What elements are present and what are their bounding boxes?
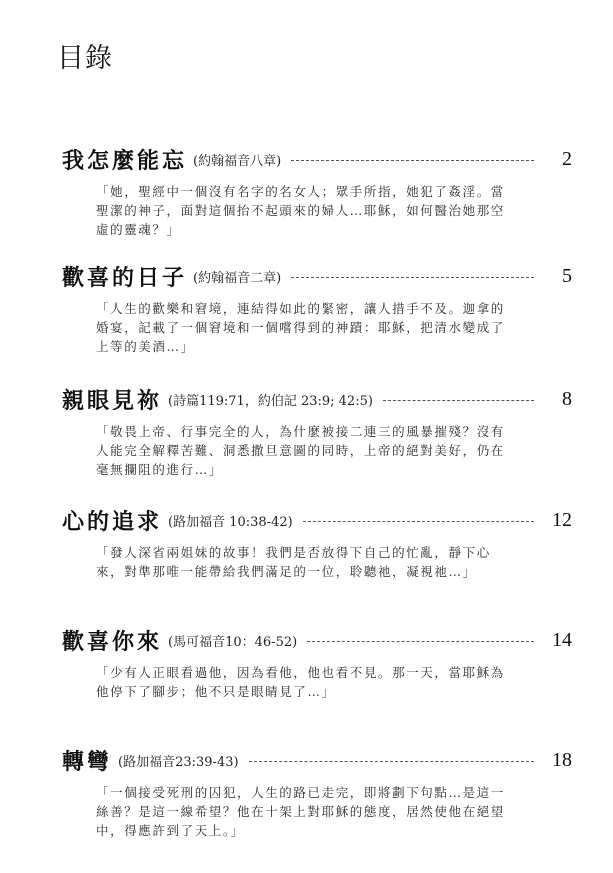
dotted-leader	[307, 641, 534, 642]
entry-scripture-reference: (路加福音 10:38-42)	[168, 514, 293, 530]
entry-page-number: 5	[562, 264, 572, 287]
entry-summary: 「人生的歡樂和窘境，連結得如此的緊密，讓人措手不及。迦拿的婚宴，記載了一個窘境和一個嚐得到的神蹟：耶穌，把清水變成了上等的美酒…」	[96, 301, 505, 354]
toc-entry-heading	[62, 505, 572, 535]
toc-entry-heading	[62, 144, 572, 174]
toc-entry-heading	[62, 745, 572, 775]
entry-summary: 「一個接受死刑的囚犯，人生的路已走完，即將劃下句點…是這一絲善？是這一線希望？他在十架上對耶穌的態度，居然使他在絕望中，得應許到了天上。」	[96, 785, 505, 838]
page-title: 目錄	[57, 43, 113, 74]
dotted-leader	[383, 400, 534, 401]
dotted-leader	[249, 761, 534, 762]
toc-entry[interactable]	[62, 384, 572, 479]
entry-title: 歡喜你來	[62, 628, 163, 655]
entry-scripture-reference: (詩篇119:71，約伯記 23:9; 42:5)	[168, 393, 373, 409]
entry-summary: 「敬畏上帝、行事完全的人，為什麼被接二連三的風暴摧殘？沒有人能完全解釋苦難、洞悉撒旦意圖的同時，上帝的絕對美好，仍在毫無攔阻的進行…」	[96, 424, 505, 477]
toc-entry[interactable]	[62, 745, 572, 840]
toc-entry[interactable]	[62, 144, 572, 239]
entry-scripture-reference: (約翰福音八章)	[193, 153, 282, 169]
entry-page-number: 12	[552, 508, 572, 531]
dotted-leader	[303, 521, 534, 522]
entry-page-number: 18	[552, 748, 572, 771]
entry-title: 歡喜的日子	[62, 264, 188, 291]
entry-page-number: 8	[562, 387, 572, 410]
entry-page-number: 2	[562, 147, 572, 170]
toc-entry-heading	[62, 384, 572, 414]
entry-summary: 「她，聖經中一個沒有名字的名女人；眾手所指，她犯了姦淫。當聖潔的神子，面對這個抬不起頭來的婦人…耶穌，如何醫治她那空虛的靈魂？」	[96, 184, 505, 237]
dotted-leader	[291, 277, 534, 278]
entry-summary: 「少有人正眼看過他，因為看他，他也看不見。那一天，當耶穌為他停下了腳步；他不只是眼睛見了…」	[96, 665, 505, 699]
toc-entry-heading	[62, 625, 572, 655]
entry-summary: 「發人深省兩姐妹的故事！我們是否放得下自己的忙亂，靜下心來，對準那唯一能帶給我們滿足的一位，聆聽祂，凝視祂…」	[96, 545, 491, 579]
toc-entry[interactable]	[62, 625, 572, 701]
entry-title: 親眼見祢	[62, 387, 163, 414]
toc-entry[interactable]	[62, 505, 572, 581]
entry-scripture-reference: (馬可福音10：46-52)	[168, 634, 298, 650]
entry-title: 我怎麼能忘	[62, 147, 188, 174]
dotted-leader	[291, 160, 534, 161]
entry-scripture-reference: (路加福音23:39-43)	[118, 754, 239, 770]
toc-entry-heading	[62, 261, 572, 291]
entry-title: 轉彎	[62, 748, 113, 775]
entry-scripture-reference: (約翰福音二章)	[193, 270, 282, 286]
entry-title: 心的追求	[62, 508, 163, 535]
entry-page-number: 14	[552, 628, 572, 651]
toc-entry[interactable]	[62, 261, 572, 356]
